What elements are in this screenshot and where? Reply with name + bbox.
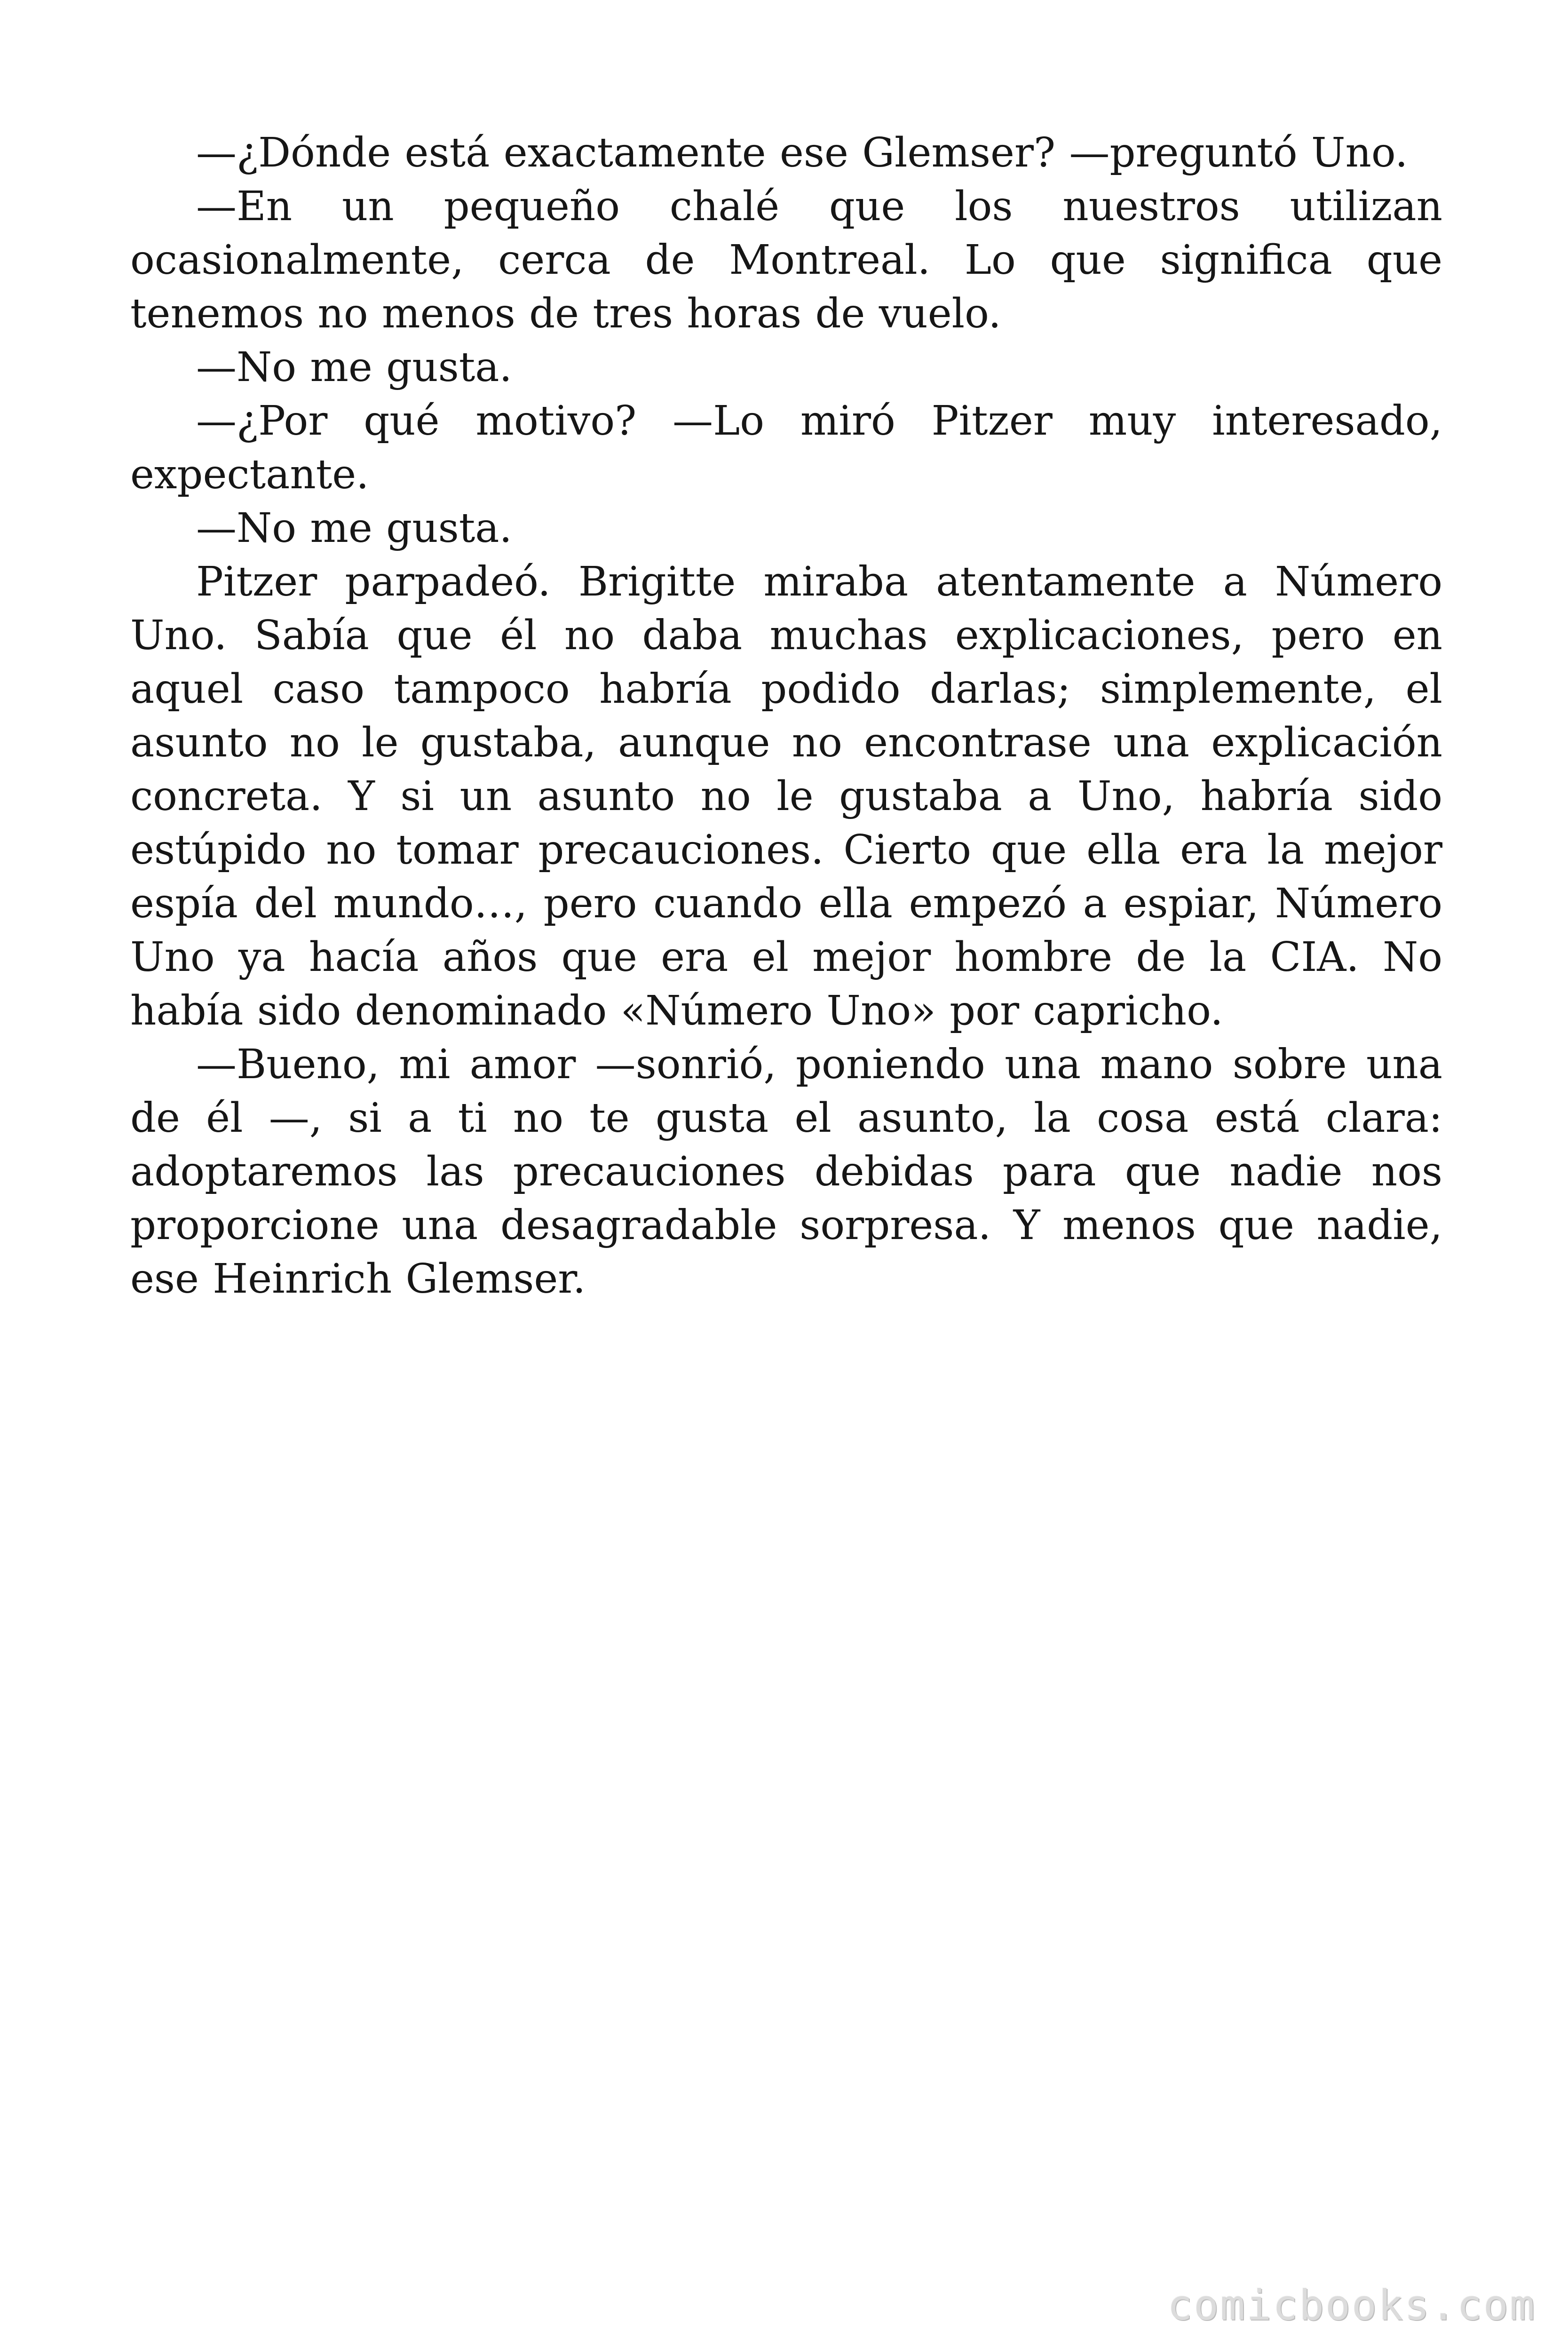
paragraph-3: —No me gusta. [196, 344, 512, 391]
watermark: comicbooks.com [1167, 2281, 1536, 2329]
paragraph-2: —En un pequeño chalé que los nuestros utilizan ocasionalmente, cerca de Montreal. Lo que significa que tenemos no menos de tres horas de vuelo. [130, 183, 1442, 337]
paragraph-4: —¿Por qué motivo? —Lo miró Pitzer muy interesado, expectante. [130, 397, 1442, 498]
paragraph-1: —¿Dónde está exactamente ese Glemser? —preguntó Uno. [196, 129, 1408, 176]
paragraph-7: —Bueno, mi amor —sonrió, poniendo una mano sobre una de él —, si a ti no te gusta el asunto, la cosa está clara: adoptaremos las precauciones debidas para que nadie nos proporcione una desagradable sorpresa. Y menos que nadie, ese Heinrich Glemser. [130, 1041, 1442, 1303]
paragraph-6: Pitzer parpadeó. Brigitte miraba atentamente a Número Uno. Sabía que él no daba muchas explicaciones, pero en aquel caso tampoco habría podido darlas; simplemente, el asunto no le gustaba, aunque no encontrase una explicación concreta. Y si un asunto no le gustaba a Uno, habría sido estúpido no tomar precauciones. Cierto que ella era la mejor espía del mundo…, pero cuando ella empezó a espiar, Número Uno ya hacía años que era el mejor hombre de la CIA. No había sido denominado «Número Uno» por capricho. [130, 558, 1442, 1034]
page-body-text [130, 126, 1442, 1306]
paragraph-5: —No me gusta. [196, 505, 512, 552]
